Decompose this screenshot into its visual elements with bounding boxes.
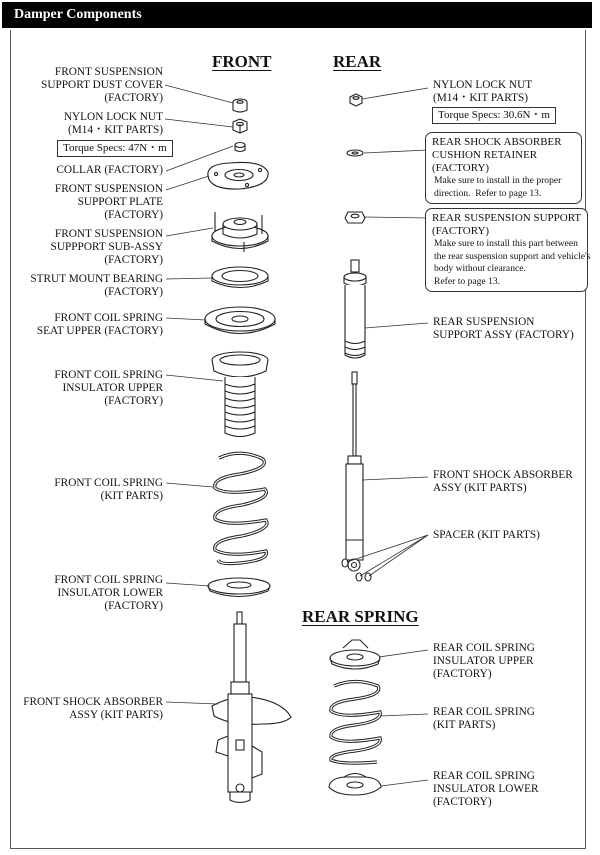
front-dust-cover-illustration [233,99,247,112]
rear-cushion-retainer-illustration [347,150,363,156]
rear-cushion-retainer-note: Make sure to install in the proper direction. Refer to page 13. [434,175,562,199]
rear-cushion-retainer-note-box [425,132,582,204]
rear-support-assy-illustration [344,260,366,358]
rear-insulator-lower-illustration [329,774,381,796]
label-front-support-plate: FRONT SUSPENSION SUPPORT PLATE (FACTORY) [54,183,163,221]
label-front-collar: COLLAR (FACTORY) [56,164,163,176]
front-support-sub-assy-illustration [212,212,268,252]
label-rear-coil-spring: REAR COIL SPRING (KIT PARTS) [433,706,535,731]
front-lock-nut-illustration [233,119,247,133]
front-shock-absorber-illustration [212,612,291,803]
label-front-insulator-lower: FRONT COIL SPRING INSULATOR LOWER (FACTORY) [54,574,163,612]
label-front-dust-cover: FRONT SUSPENSION SUPPORT DUST COVER (FACTORY) [41,66,163,104]
label-rear-shock-absorber: FRONT SHOCK ABSORBER ASSY (KIT PARTS) [433,469,573,494]
front-lock-nut-torque: Torque Specs: 47N・m [57,140,173,157]
rear-spring-heading: REAR SPRING [302,607,419,626]
label-rear-cushion-retainer: REAR SHOCK ABSORBER CUSHION RETAINER (FACTORY) [432,136,562,174]
front-mount-bearing-illustration [212,267,268,288]
page-title: Damper Components [14,7,142,22]
front-heading: FRONT [212,52,272,71]
label-rear-support-assy: REAR SUSPENSION SUPPORT ASSY (FACTORY) [433,316,574,341]
front-support-plate-illustration [208,162,268,189]
front-insulator-lower-illustration [208,578,270,597]
label-rear-lock-nut: NYLON LOCK NUT (M14・KIT PARTS) [433,79,533,104]
front-coil-spring-illustration [215,453,267,563]
front-insulator-upper-illustration [212,352,268,437]
rear-support-note: Make sure to install this part between the rear suspension support and vehicle's body without clearance. Refer to page 13. [434,238,591,287]
rear-heading: REAR [333,52,382,71]
rear-shock-absorber-illustration [346,372,363,571]
front-collar-illustration [235,143,245,152]
label-front-spring-seat-upper: FRONT COIL SPRING SEAT UPPER (FACTORY) [36,312,163,337]
label-rear-insulator-upper: REAR COIL SPRING INSULATOR UPPER (FACTORY) [433,642,535,680]
front-spring-seat-upper-illustration [205,307,275,334]
rear-suspension-support-illustration [345,212,365,223]
label-front-lock-nut: NYLON LOCK NUT (M14・KIT PARTS) [63,111,163,136]
label-front-shock-absorber: FRONT SHOCK ABSORBER ASSY (KIT PARTS) [23,696,163,721]
rear-support-note-box [425,208,591,292]
rear-lock-nut-illustration [350,94,362,106]
label-front-mount-bearing: STRUT MOUNT BEARING (FACTORY) [30,273,163,298]
rear-insulator-upper-illustration [330,640,380,669]
label-rear-insulator-lower: REAR COIL SPRING INSULATOR LOWER (FACTORY) [433,770,539,808]
label-front-coil-spring: FRONT COIL SPRING (KIT PARTS) [54,477,163,502]
label-spacer: SPACER (KIT PARTS) [433,529,540,541]
rear-lock-nut-torque: Torque Specs: 30.6N・m [432,107,556,124]
label-rear-support: REAR SUSPENSION SUPPORT (FACTORY) [432,212,582,237]
label-front-support-sub-assy: FRONT SUSPENSION SUPPPORT SUB-ASSY (FACTORY) [50,228,163,266]
label-front-insulator-upper: FRONT COIL SPRING INSULATOR UPPER (FACTORY) [54,369,163,407]
